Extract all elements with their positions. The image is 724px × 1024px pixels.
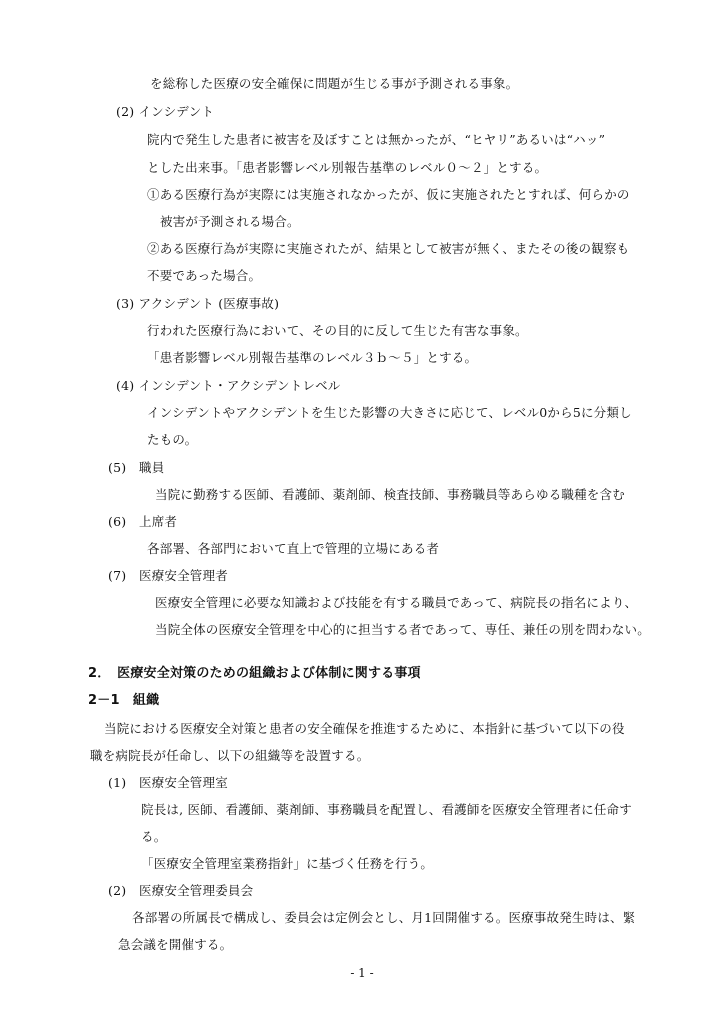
item-heading: (1) 医療安全管理室 <box>108 775 228 790</box>
text-line: 急会議を開催する。 <box>118 937 233 952</box>
text-line: 「患者影響レベル別報告基準のレベル３ｂ～５」とする。 <box>147 350 478 365</box>
text-line: る。 <box>141 829 167 844</box>
page-number: - 1 - <box>350 966 374 980</box>
text-line: 不要であった場合。 <box>147 268 262 283</box>
text-line: 「医療安全管理室業務指針」に基づく任務を行う。 <box>141 856 434 871</box>
text-line: 被害が予測される場合。 <box>160 214 300 229</box>
text-line: 医療安全管理に必要な知識および技能を有する職員であって、病院長の指名により、 <box>155 595 638 610</box>
item-heading: (6) 上席者 <box>108 514 178 529</box>
item-heading: (2) インシデント <box>116 104 215 119</box>
item-heading: (4) インシデント・アクシデントレベル <box>116 378 341 393</box>
subsection-heading: 2－1 組織 <box>88 693 160 708</box>
text-line: 院内で発生した患者に被害を及ぼすことは無かったが、“ヒヤリ”あるいは“ハッ” <box>147 132 606 147</box>
text-line: とした出来事。「患者影響レベル別報告基準のレベル０～２」とする。 <box>147 160 548 175</box>
text-line: 職を病院長が任命し、以下の組織等を設置する。 <box>90 748 370 763</box>
text-line: たもの。 <box>147 432 198 447</box>
item-heading: (7) 医療安全管理者 <box>108 568 228 583</box>
text-line: 行われた医療行為において、その目的に反して生じた有害な事象。 <box>147 323 528 338</box>
item-heading: (5) 職員 <box>108 460 165 475</box>
text-line: 当院における医療安全対策と患者の安全確保を推進するために、本指針に基づいて以下の役 <box>104 721 625 736</box>
text-line: を総称した医療の安全確保に問題が生じる事が予測される事象。 <box>150 76 519 91</box>
text-line: 各部署、各部門において直上で管理的立場にある者 <box>147 541 440 556</box>
text-line: 各部署の所属長で構成し、委員会は定例会とし、月1回開催する。医療事故発生時は、緊 <box>132 910 636 925</box>
text-line: ①ある医療行為が実際には実施されなかったが、仮に実施されたとすれば、何らかの <box>147 187 630 202</box>
item-heading: (2) 医療安全管理委員会 <box>108 883 254 898</box>
text-line: ②ある医療行為が実際に実施されたが、結果として被害が無く、またその後の観察も <box>147 241 630 256</box>
text-line: 当院に勤務する医師、看護師、薬剤師、検査技師、事務職員等あらゆる職種を含む <box>155 487 625 502</box>
text-line: 当院全体の医療安全管理を中心的に担当する者であって、専任、兼任の別を問わない。 <box>155 622 650 637</box>
section-heading: 2． 医療安全対策のための組織および体制に関する事項 <box>88 666 421 681</box>
text-line: インシデントやアクシデントを生じた影響の大きさに応じて、レベル0から5に分類し <box>147 405 632 420</box>
item-heading: (3) アクシデント (医療事故) <box>116 296 280 311</box>
text-line: 院長は, 医師、看護師、薬剤師、事務職員を配置し、看護師を医療安全管理者に任命す <box>141 802 632 817</box>
